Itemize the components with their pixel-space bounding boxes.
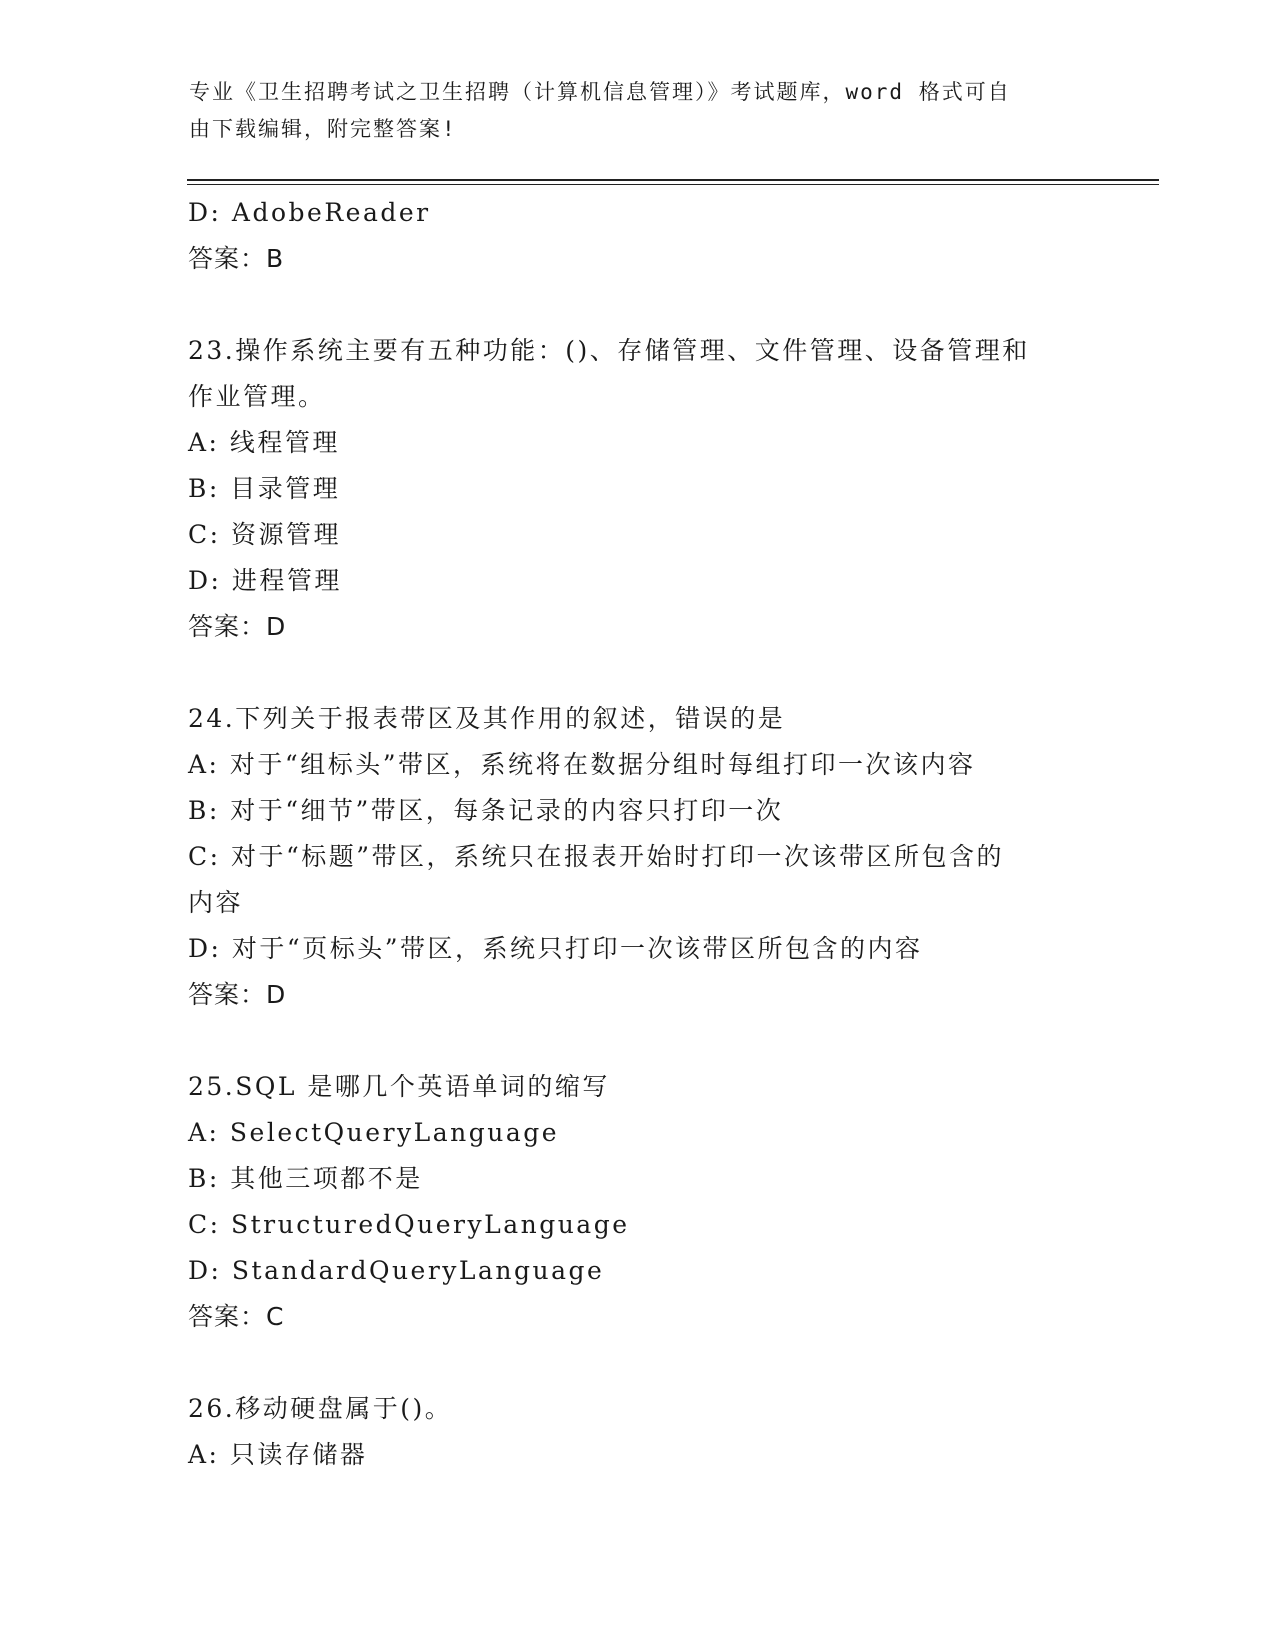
- question-content: [188, 190, 1088, 1478]
- question-24: [188, 696, 1088, 1018]
- option-c-cont: 内容: [188, 888, 244, 917]
- option-a: A: 对于“组标头”带区，系统将在数据分组时每组打印一次该内容: [188, 750, 976, 779]
- option-c: C: StructuredQueryLanguage: [188, 1210, 630, 1239]
- question-23: [188, 328, 1088, 650]
- header-line-2: 由下载编辑，附完整答案!: [189, 117, 457, 141]
- spacer: [188, 1340, 1088, 1386]
- question-stem-cont: 作业管理。: [188, 382, 326, 411]
- option-d-carryover: D: AdobeReader: [188, 198, 431, 227]
- question-stem: 25.SQL 是哪几个英语单词的缩写: [188, 1072, 610, 1101]
- header-rule-thin: [187, 184, 1159, 185]
- answer-carryover: 答案：B: [188, 244, 285, 273]
- option-a: A: SelectQueryLanguage: [188, 1118, 560, 1147]
- option-b: B: 其他三项都不是: [188, 1164, 423, 1193]
- answer: 答案：D: [188, 980, 287, 1009]
- option-c: C: 资源管理: [188, 520, 341, 549]
- option-a: A: 只读存储器: [188, 1440, 368, 1469]
- option-d: D: StandardQueryLanguage: [188, 1256, 605, 1285]
- question-stem: 24.下列关于报表带区及其作用的叙述，错误的是: [188, 704, 786, 733]
- header-rule-thick: [187, 179, 1159, 181]
- spacer: [188, 650, 1088, 696]
- option-d: D: 进程管理: [188, 566, 342, 595]
- spacer: [188, 1018, 1088, 1064]
- option-d: D: 对于“页标头”带区，系统只打印一次该带区所包含的内容: [188, 934, 923, 963]
- spacer: [188, 282, 1088, 328]
- answer: 答案：D: [188, 612, 287, 641]
- option-c: C: 对于“标题”带区，系统只在报表开始时打印一次该带区所包含的: [188, 842, 1005, 871]
- option-a: A: 线程管理: [188, 428, 340, 457]
- question-stem: 23.操作系统主要有五种功能：()、存储管理、文件管理、设备管理和: [188, 336, 1030, 365]
- question-stem: 26.移动硬盘属于()。: [188, 1394, 453, 1423]
- option-b: B: 目录管理: [188, 474, 341, 503]
- header-line-1: 专业《卫生招聘考试之卫生招聘（计算机信息管理）》考试题库，word 格式可自: [189, 80, 1011, 104]
- question-26: [188, 1386, 1088, 1478]
- answer: 答案：C: [188, 1302, 285, 1331]
- document-header: [189, 74, 1069, 148]
- option-b: B: 对于“细节”带区，每条记录的内容只打印一次: [188, 796, 784, 825]
- question-25: [188, 1064, 1088, 1340]
